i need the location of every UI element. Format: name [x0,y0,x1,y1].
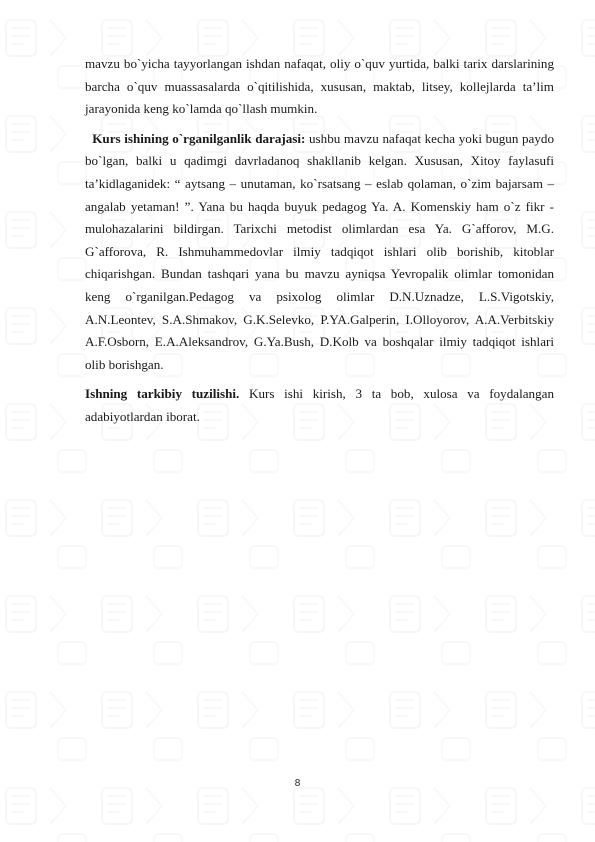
page-number: 8 [294,778,301,789]
paragraph-intro: mavzu bo`yicha tayyorlangan ishdan nafaqat, oliy o`quv yurtida, balki tarix darslarining barcha o`quv muassasalarda o`qitilishida, xususan, maktab, litsey, kollejlarda ta’lim jarayonida keng ko`lamda qo`llash mumkin. [85,56,554,117]
study-level-heading: Kurs ishining o`rganilganlik darajasi: [92,130,306,146]
paragraph-structure [85,383,554,428]
structure-body: Kurs ishi kirish, 3 ta bob, xulosa va foydalangan adabiyotlardan iborat. [85,386,554,424]
paragraph-study-level [85,128,554,377]
study-level-body: ushbu mavzu nafaqat kecha yoki bugun paydo bo`lgan, balki u qadimgi davrladanoq shakllanib kelgan. Xususan, Xitoy faylasufi ta’kidlaganidek: “ aytsang – unutaman, ko`rsatsang – eslab qolaman, o`zim bajarsam – angalab yetaman! ”. Yana bu haqda buyuk pedagog Ya. A. Komenskiy ham o`z fikr - mulohazalarini bildirgan. Tarixchi metodist olimlardan esa Ya. G`afforov, M.G. G`afforova, R. Ishmuhammedovlar ilmiy tadqiqot ishlari olib borishib, kitoblar chiqarishgan. Bundan tashqari yana bu mavzu ayniqsa Yevropalik olimlar tomonidan keng o`rganilgan.Pedagog va psixolog olimlar D.N.Uznadze, L.S.Vigotskiy, A.N.Leontev, S.A.Shmakov, G.K.Selevko, P.YA.Galperin, I.Olloyorov, A.A.Verbitskiy A.F.Osborn, E.A.Aleksandrov, G.Ya.Bush, D.Kolb va boshqalar ilmiy tadqiqot ishlari olib borishgan. [85,130,554,372]
body-text [85,53,554,429]
structure-heading: Ishning tarkibiy tuzilishi. [85,386,240,402]
